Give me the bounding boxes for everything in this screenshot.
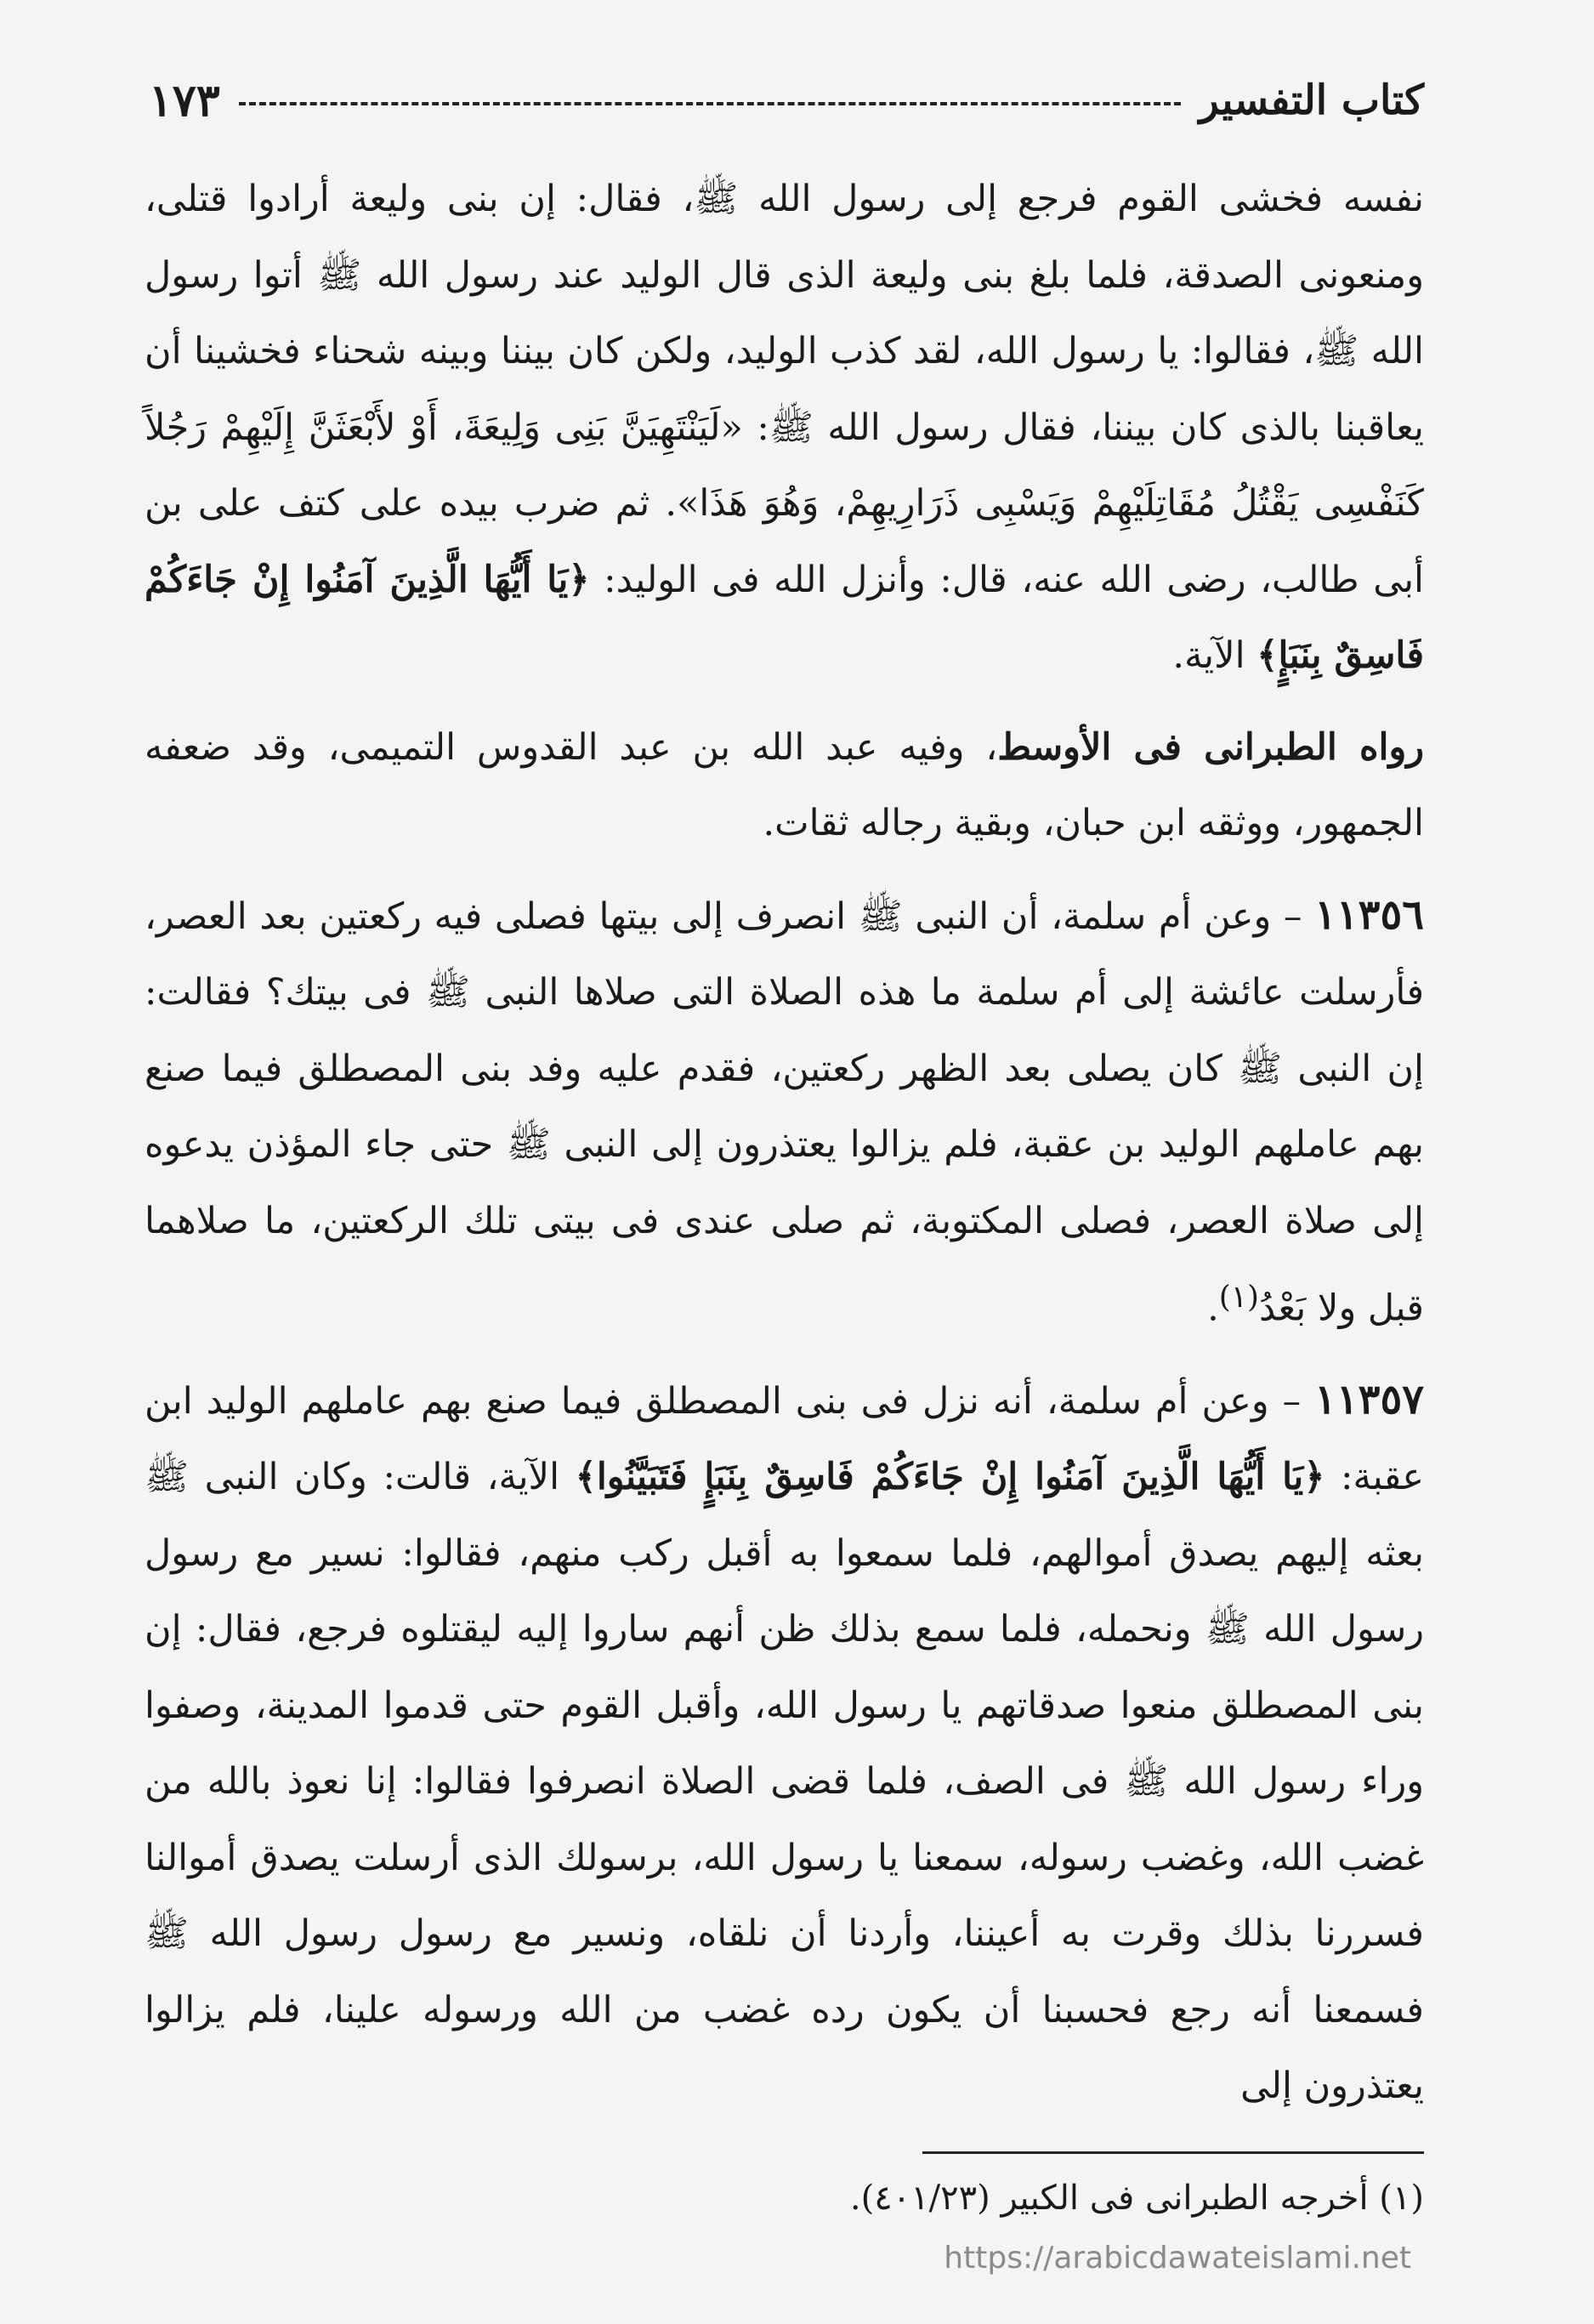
quran-verse: ﴿يَا أَيُّهَا الَّذِينَ آمَنُوا إِنْ جَاءَكُمْ فَاسِقٌ بِنَبَإٍ﴾ bbox=[145, 558, 1424, 677]
paragraph-takhrij bbox=[145, 710, 1424, 862]
main-text bbox=[145, 162, 1424, 2125]
paragraph-tail: . bbox=[1207, 1287, 1219, 1330]
hadith-number: ١١٣٥٦ bbox=[1314, 890, 1424, 939]
paragraph-text: نفسه فخشى القوم فرجع إلى رسول الله ﷺ، فقال: إن بنى وليعة أرادوا قتلى، ومنعونى الصدقة، فلما بلغ بنى وليعة الذى قال الوليد عند رسول الله ﷺ أتوا رسول الله ﷺ، فقالوا: يا رسول الله، لقد كذب الوليد، ولكن كان بيننا وبينه شحناء فخشينا أن يعاقبنا بالذى كان بيننا، فقال رسول الله ﷺ: «لَيَنْتَهِيَنَّ بَنِى وَلِيعَةَ، أَوْ لأَبْعَثَنَّ إِلَيْهِمْ رَجُلاً كَنَفْسِى يَقْتُلُ مُقَاتِلَيْهِمْ وَيَسْبِى ذَرَارِيهِمْ، وَهُوَ هَذَا». ثم ضرب بيده على كتف على بن أبى طالب، رضى الله عنه، قال: وأنزل الله فى الوليد: bbox=[145, 178, 1425, 601]
footnote-divider bbox=[922, 2151, 1424, 2154]
paragraph-tail: الآية، قالت: وكان النبى ﷺ بعثه إليهم يصدق أموالهم، فلما سمعوا به أقبل ركب منهم، فقالوا: نسير مع رسول رسول الله ﷺ ونحمله، فلما سمع بذلك ظن أنهم ساروا إليه ليقتلوه فرجع، فقال: إن بنى المصطلق منعوا صدقاتهم يا رسول الله، وأقبل القوم حتى قدموا المدينة، وصفوا وراء رسول الله ﷺ فى الصف، فلما قضى الصلاة انصرفوا فقالوا: إنا نعوذ بالله من غضب الله، وغضب رسوله، سمعنا يا رسول الله، برسولك الذى أرسلت يصدق أموالنا فسررنا بذلك وقرت به أعيننا، وأردنا أن نلقاه، ونسير مع رسول رسول الله ﷺ فسمعنا أنه رجع فحسبنا أن يكون رده غضب من الله ورسوله علينا، فلم يزالوا يعتذرون إلى bbox=[145, 1456, 1424, 2108]
paragraph-continuation bbox=[145, 162, 1424, 695]
footnote-ref: (١) bbox=[1218, 1280, 1259, 1315]
hadith-11356 bbox=[145, 878, 1424, 1347]
quran-verse: ﴿يَا أَيُّهَا الَّذِينَ آمَنُوا إِنْ جَاءَكُمْ فَاسِقٌ بِنَبَإٍ فَتَبَيَّنُوا﴾ bbox=[575, 1456, 1325, 1499]
page-number: ١٧٣ bbox=[149, 74, 220, 127]
footnote: (١) أخرجه الطبرانى فى الكبير (٤٠١/٢٣). bbox=[849, 2179, 1424, 2218]
hadith-11357 bbox=[145, 1362, 1424, 2125]
paragraph-text: – وعن أم سلمة، أنه نزل فى بنى المصطلق فيما صنع بهم عاملهم الوليد ابن عقبة: bbox=[145, 1379, 1424, 1499]
source-lead: رواه الطبرانى فى الأوسط bbox=[997, 725, 1424, 769]
header-dashed-rule bbox=[239, 102, 1181, 105]
book-title: كتاب التفسير bbox=[1199, 77, 1424, 124]
paragraph-tail: الآية. bbox=[1172, 634, 1257, 677]
page-header bbox=[149, 66, 1424, 134]
paragraph-text: ، وفيه عبد الله بن عبد القدوس التميمى، وقد ضعفه الجمهور، ووثقه ابن حبان، وبقية رجاله ثقات. bbox=[145, 725, 1424, 844]
watermark-url: https://arabicdawateislami.net bbox=[944, 2241, 1411, 2276]
paragraph-text: – وعن أم سلمة، أن النبى ﷺ انصرف إلى بيتها فصلى فيه ركعتين بعد العصر، فأرسلت عائشة إلى أم سلمة ما هذه الصلاة التى صلاها النبى ﷺ فى بيتك؟ فقالت: إن النبى ﷺ كان يصلى بعد الظهر ركعتين، فقدم عليه وفد بنى المصطلق فيما صنع بهم عاملهم الوليد بن عقبة، فلم يزالوا يعتذرون إلى النبى ﷺ حتى جاء المؤذن يدعوه إلى صلاة العصر، فصلى المكتوبة، ثم صلى عندى فى بيتى تلك الركعتين، ما صلاهما قبل ولا بَعْدُ bbox=[145, 895, 1424, 1330]
hadith-number: ١١٣٥٧ bbox=[1314, 1375, 1424, 1423]
